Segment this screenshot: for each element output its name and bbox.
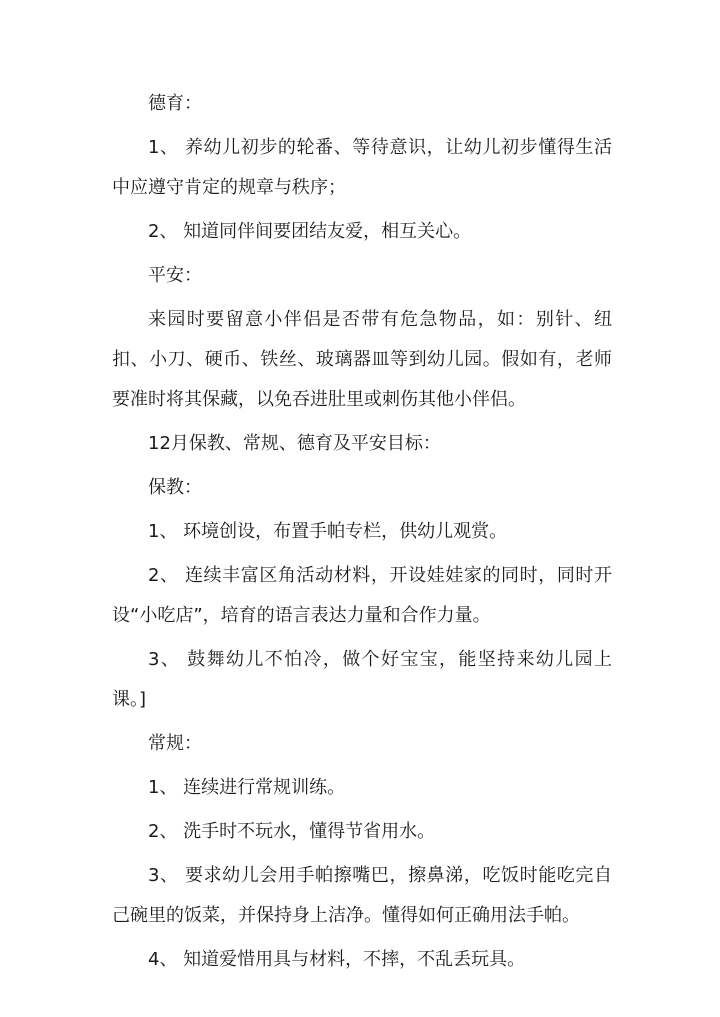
paragraph: 4、 知道爱惜用具与材料，不摔，不乱丢玩具。	[148, 949, 526, 970]
paragraph: 2、 连续丰富区角活动材料，开设娃娃家的同时，同时开设“小吃店”，培育的语言表达力量和合作力量。	[112, 565, 612, 626]
paragraph: 1、 环境创设，布置手帕专栏，供幼儿观赏。	[148, 521, 508, 542]
paragraph: 3、 要求幼儿会用手帕擦嘴巴，擦鼻涕，吃饭时能吃完自己碗里的饭菜，并保持身上洁净。懂得如何正确用法手帕。	[112, 865, 612, 926]
paragraph: 来园时要留意小伴侣是否带有危急物品，如：别针、纽扣、小刀、硬币、铁丝、玻璃器皿等到幼儿园。假如有，老师要准时将其保藏，以免吞进肚里或刺伤其他小伴侣。	[112, 309, 612, 410]
heading-safety: 平安：	[148, 265, 202, 286]
paragraph: 2、 知道同伴间要团结友爱，相互关心。	[148, 221, 472, 242]
paragraph: 1、 养幼儿初步的轮番、等待意识，让幼儿初步懂得生活中应遵守肯定的规章与秩序；	[112, 137, 612, 198]
document-body	[112, 84, 612, 984]
paragraph: 3、 鼓舞幼儿不怕冷，做个好宝宝，能坚持来幼儿园上课。]	[112, 649, 612, 710]
paragraph: 1、 连续进行常规训练。	[148, 777, 346, 798]
paragraph: 2、 洗手时不玩水，懂得节省用水。	[148, 821, 436, 842]
heading-routine: 常规：	[148, 733, 202, 754]
heading-moral-education: 德育：	[148, 93, 202, 114]
heading-care-education: 保教：	[148, 477, 202, 498]
heading-december-goals: 12月保教、常规、德育及平安目标：	[148, 433, 441, 454]
